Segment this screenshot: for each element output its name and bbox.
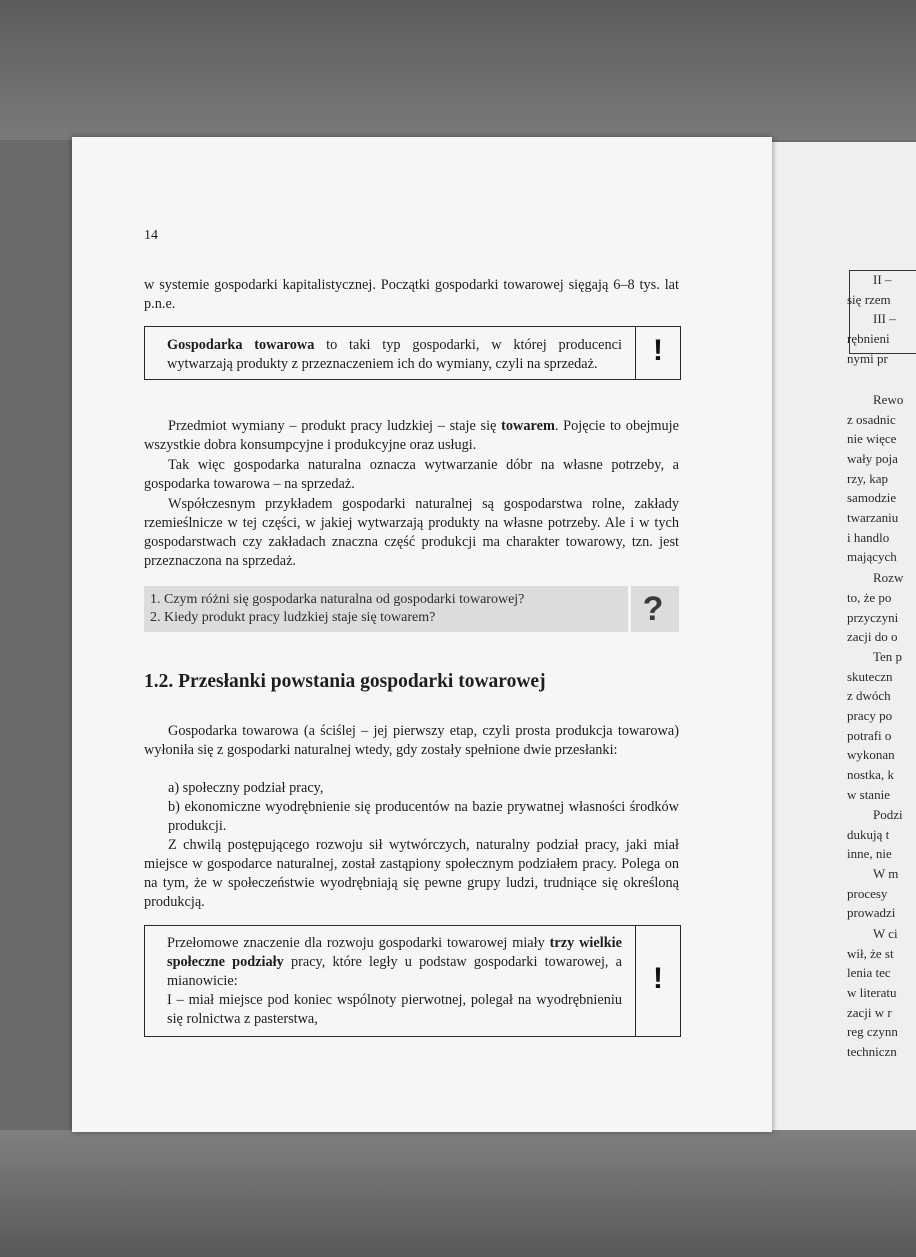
facing-page-line: w stanie: [847, 787, 890, 802]
list-item-b: [168, 798, 679, 836]
facing-page-line: reg czynn: [847, 1024, 898, 1039]
facing-page-line: W m: [873, 866, 899, 881]
division-text: Z chwilą postępującego rozwoju sił wytwórczych, naturalny podział pracy, jaki miał miejsce w gospodarce naturalnej, został zastąpiony społecznym podziałem pracy. Polega on na tym, że w społeczeństwie wyodrębniają się pewne grupy ludzi, trudniące się określoną produkcją.: [144, 837, 679, 910]
example-text: Współczesnym przykładem gospodarki naturalnej są gospodarstwa rolne, zakłady rzemieślnicze w tej części, w jakiej wytwarzają produkty na własne potrzeby. Ale i w tych gospodarstwach czy zakładach znaczna część produkcji ma charakter towarowy, tzn. jest przeznaczona na sprzedaż.: [144, 496, 679, 569]
facing-page-line: III –: [873, 311, 896, 326]
facing-page-line: twarzaniu: [847, 510, 899, 525]
facing-page-line: przyczyni: [847, 610, 899, 625]
question-2: 2. Kiedy produkt pracy ludzkiej staje się towarem?: [150, 610, 436, 625]
conditions-paragraph: [144, 722, 679, 760]
facing-page-line: zacji do o: [847, 629, 898, 644]
example-paragraph: [144, 495, 679, 571]
facing-page-line: skuteczn: [847, 669, 893, 684]
exclamation-icon: !: [653, 334, 663, 367]
facing-page-line: procesy: [847, 886, 888, 901]
facing-page-line: Rewo: [873, 392, 904, 407]
definition-box: [144, 326, 681, 380]
exclamation-icon: !: [653, 962, 663, 995]
facing-page-line: wił, że st: [847, 946, 894, 961]
list-item-b-text: b) ekonomiczne wyodrębnienie się producentów na bazie prywatnej własności środków produkcji.: [168, 799, 679, 834]
facing-page-line: Ten p: [873, 649, 903, 664]
facing-page-line: nostka, k: [847, 767, 894, 782]
facing-page-line: rębnieni: [847, 331, 890, 346]
question-1: 1. Czym różni się gospodarka naturalna od gospodarki towarowej?: [150, 592, 525, 607]
commodity-paragraph: [144, 417, 679, 455]
facing-page-line: wały poja: [847, 451, 898, 466]
key-point-before: Przełomowe znaczenie dla rozwoju gospodarki towarowej miały: [167, 935, 550, 951]
facing-page-line: nie więce: [847, 431, 897, 446]
facing-page-line: inne, nie: [847, 846, 892, 861]
facing-page-line: zacji w r: [847, 1005, 892, 1020]
facing-page-line: prowadzi: [847, 905, 896, 920]
scanner-background-bottom: [0, 1130, 916, 1257]
definition-body: to taki typ gospodarki, w której producenci wytwarzają produkty z przeznaczeniem ich do wymiany, czyli na sprzedaż.: [167, 337, 622, 372]
box-divider: [628, 586, 631, 632]
definition-text: [167, 336, 622, 374]
facing-page-line: to, że po: [847, 590, 892, 605]
facing-page-line: lenia tec: [847, 965, 891, 980]
facing-page: [760, 142, 916, 1130]
questions-box: [144, 586, 679, 632]
key-point-box: [144, 925, 681, 1037]
box-divider: [635, 926, 636, 1036]
question-mark-icon: ?: [642, 590, 664, 628]
facing-page-line: dukują t: [847, 827, 890, 842]
key-point-after: pracy, które legły u podstaw gospodarki towarowej, a mianowicie:: [167, 954, 623, 989]
key-point-term: trzy wielkie społeczne podziały: [167, 935, 622, 970]
facing-page-line: techniczn: [847, 1044, 897, 1059]
facing-page-line: z dwóch: [847, 688, 891, 703]
key-point-text: [167, 934, 622, 1029]
list-item-a: a) społeczny podział pracy,: [168, 780, 324, 796]
box-divider: [635, 327, 636, 379]
facing-page-line: pracy po: [847, 708, 893, 723]
facing-page-line: Rozw: [873, 570, 904, 585]
facing-page-line: potrafi o: [847, 728, 892, 743]
section-heading: 1.2. Przesłanki powstania gospodarki towarowej: [144, 671, 546, 692]
facing-page-line: Podzi: [873, 807, 903, 822]
facing-page-line: rzy, kap: [847, 471, 889, 486]
conditions-text: Gospodarka towarowa (a ściślej – jej pierwszy etap, czyli prosta produkcja towarowa) wyłoniła się z gospodarki naturalnej wtedy, gdy zostały spełnione dwie przesłanki:: [144, 723, 679, 758]
commodity-text-before: Przedmiot wymiany – produkt pracy ludzkiej – staje się: [168, 418, 502, 434]
facing-page-line: mających: [847, 549, 897, 564]
facing-page-line: nymi pr: [847, 351, 888, 366]
key-point-item-1: I – miał miejsce pod koniec wspólnoty pierwotnej, polegał na wyodrębnieniu się rolnictwa z pasterstwa,: [167, 992, 622, 1027]
facing-page-line: II –: [873, 272, 892, 287]
definition-term: Gospodarka towarowa: [167, 337, 315, 353]
commodity-term: towarem: [501, 418, 555, 434]
natural-economy-text: Tak więc gospodarka naturalna oznacza wytwarzanie dóbr na własne potrzeby, a gospodarka towarowa – na sprzedaż.: [144, 457, 679, 492]
facing-page-line: z osadnic: [847, 412, 896, 427]
division-paragraph: [144, 836, 679, 912]
facing-page-line: samodzie: [847, 490, 897, 505]
scanner-background-top: [0, 0, 916, 140]
natural-economy-paragraph: [144, 456, 679, 494]
facing-page-line: W ci: [873, 926, 898, 941]
facing-page-line: wykonan: [847, 747, 895, 762]
facing-page-line: się rzem: [847, 292, 891, 307]
facing-page-line: w literatu: [847, 985, 897, 1000]
intro-paragraph: w systemie gospodarki kapitalistycznej. Początki gospodarki towarowej sięgają 6–8 tys. lat p.n.e.: [144, 277, 679, 312]
facing-page-line: i handlo: [847, 530, 890, 545]
commodity-text-after: . Pojęcie to obejmuje wszystkie dobra konsumpcyjne i produkcyjne oraz usługi.: [144, 418, 680, 453]
page-number: 14: [144, 228, 158, 243]
